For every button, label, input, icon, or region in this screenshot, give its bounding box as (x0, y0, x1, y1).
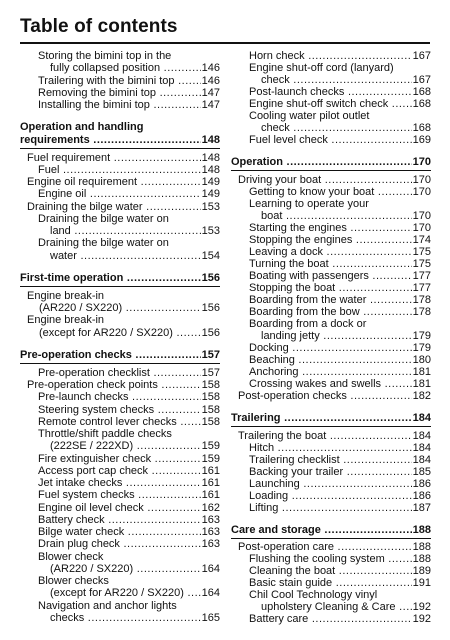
toc-entry[interactable] (231, 222, 431, 234)
toc-entry-text: Boarding from the bow ..... (249, 306, 431, 318)
toc-entry-text: Post-operation checks ..... (238, 390, 431, 402)
toc-entry-text: Blower checks (38, 575, 109, 588)
toc-entry[interactable] (231, 390, 431, 402)
toc-entry-text: Care and storage ..... (231, 524, 431, 536)
toc-entry[interactable] (231, 134, 431, 146)
toc-entry-text: Pre-operation check points ..... (27, 379, 220, 391)
toc-page-number: 175 (412, 245, 431, 258)
toc-entry[interactable] (231, 282, 431, 294)
toc-entry-text: Fuel system checks ..... (38, 489, 220, 501)
toc-entry-text: Storing the bimini top in the (38, 50, 172, 62)
toc-entry-text: land ..... (38, 225, 220, 237)
toc-entry-text: Boarding from a dock or (249, 317, 367, 330)
toc-page-number: 186 (412, 489, 431, 502)
toc-entry-text: upholstery Cleaning & Care ..... (249, 601, 431, 613)
toc-entry[interactable] (20, 99, 220, 111)
toc-entry[interactable] (20, 237, 220, 262)
toc-entry-text: Driving your boat ..... (238, 174, 431, 186)
toc-entry[interactable] (20, 75, 220, 87)
toc-entry-text: Getting to know your boat ..... (249, 186, 431, 198)
toc-entry-text: Chil Cool Technology vinyl (249, 589, 378, 602)
toc-entry[interactable] (231, 198, 431, 222)
toc-page-number: 159 (201, 440, 220, 453)
toc-entry-text: (AR220 / SX220) ..... (27, 302, 220, 314)
section-divider (231, 538, 431, 539)
toc-page-number: 178 (412, 293, 431, 306)
toc-page-number: 167 (412, 74, 431, 86)
toc-section-entry[interactable] (20, 349, 220, 361)
toc-page-number: 170 (412, 156, 431, 168)
toc-entry-text: Blower check (38, 550, 104, 563)
toc-page-number: 148 (201, 151, 220, 164)
toc-entry[interactable] (231, 174, 431, 186)
toc-page-number: 170 (412, 209, 431, 222)
section-divider (231, 170, 431, 171)
toc-entry[interactable] (231, 110, 431, 134)
toc-section-entry[interactable] (20, 121, 220, 146)
toc-page-number: 189 (412, 565, 431, 578)
toc-page-number: 185 (412, 465, 431, 478)
toc-entry[interactable] (20, 526, 220, 538)
toc-page-number: 148 (201, 163, 220, 176)
toc-entry-text: Boarding from the water ..... (249, 294, 431, 306)
toc-page-number: 164 (201, 587, 220, 600)
toc-entry-text: Engine oil ..... (38, 188, 220, 200)
toc-entry-text: water ..... (38, 250, 220, 262)
toc-column-right (231, 50, 431, 625)
toc-entry-text: Access port cap check ..... (38, 465, 220, 477)
toc-page-number: 157 (201, 348, 220, 361)
toc-entry-text: check ..... (249, 74, 431, 86)
toc-page-number: 157 (201, 366, 220, 379)
toc-entry[interactable] (20, 551, 220, 576)
toc-entry-text: Lifting ..... (249, 502, 431, 514)
toc-page-number: 153 (201, 200, 220, 213)
toc-entry[interactable] (231, 613, 431, 625)
toc-entry[interactable] (231, 62, 431, 86)
toc-entry[interactable] (231, 342, 431, 354)
toc-page-number: 180 (412, 353, 431, 366)
toc-entry[interactable] (20, 477, 220, 489)
section-divider (20, 148, 220, 149)
toc-entry[interactable] (20, 428, 220, 453)
toc-entry-text: Starting the engines ..... (249, 222, 431, 234)
toc-entry-text: Cooling water pilot outlet (249, 110, 370, 122)
toc-page-number: 184 (412, 411, 431, 424)
toc-entry-text: Flushing the cooling system ..... (249, 553, 431, 565)
toc-entry-text: (except for AR220 / SX220) ..... (38, 587, 220, 599)
toc-entry[interactable] (20, 379, 220, 391)
toc-entry-text: check ..... (249, 122, 431, 134)
toc-page-number: 158 (201, 379, 220, 392)
toc-entry[interactable] (231, 378, 431, 390)
toc-entry-text: Bilge water check ..... (38, 526, 220, 538)
toc-entry[interactable] (231, 234, 431, 246)
toc-entry[interactable] (231, 490, 431, 502)
toc-page-number: 177 (412, 281, 431, 294)
toc-entry[interactable] (20, 391, 220, 403)
toc-page-number: 168 (412, 86, 431, 98)
toc-entry-text: Draining the bilge water ..... (27, 201, 220, 213)
toc-entry[interactable] (231, 577, 431, 589)
toc-page-number: 184 (412, 441, 431, 454)
toc-entry[interactable] (231, 541, 431, 553)
toc-entry[interactable] (20, 164, 220, 176)
toc-page-number: 159 (201, 452, 220, 465)
toc-page-number: 177 (412, 269, 431, 282)
toc-page-number: 178 (412, 305, 431, 318)
toc-page-number: 181 (412, 377, 431, 390)
toc-entry[interactable] (20, 453, 220, 465)
toc-entry[interactable] (20, 538, 220, 550)
toc-page-number: 158 (201, 415, 220, 428)
page-title: Table of contents (20, 16, 178, 37)
toc-page-number: 187 (412, 501, 431, 514)
toc-page-number: 174 (412, 233, 431, 246)
toc-page-number: 175 (412, 257, 431, 270)
toc-entry[interactable] (20, 188, 220, 200)
toc-entry-text: Crossing wakes and swells ..... (249, 378, 431, 390)
toc-entry-text: checks ..... (38, 612, 220, 624)
toc-entry-text: Drain plug check ..... (38, 538, 220, 550)
toc-entry[interactable] (231, 442, 431, 454)
toc-entry-text: Backing your trailer ..... (249, 466, 431, 478)
toc-entry[interactable] (231, 186, 431, 198)
toc-entry-text: Battery care ..... (249, 613, 431, 625)
toc-entry-text: Throttle/shift paddle checks (38, 428, 172, 441)
toc-page-number: 154 (201, 249, 220, 262)
toc-entry-text: Trailering with the bimini top ..... (38, 75, 220, 87)
toc-section-entry[interactable] (231, 412, 431, 424)
toc-entry[interactable] (231, 50, 431, 62)
toc-page-number: 186 (412, 477, 431, 490)
toc-page-number: 158 (201, 391, 220, 404)
toc-entry[interactable] (20, 314, 220, 339)
toc-entry-text: Installing the bimini top ..... (38, 99, 220, 111)
toc-page-number: 179 (412, 329, 431, 342)
toc-entry[interactable] (231, 270, 431, 282)
toc-entry-text: Removing the bimini top ..... (38, 87, 220, 99)
toc-entry-text: Pre-operation checks ..... (20, 349, 220, 361)
toc-entry[interactable] (231, 306, 431, 318)
toc-entry-text: Engine oil level check ..... (38, 502, 220, 514)
toc-entry-text: Loading ..... (249, 490, 431, 502)
toc-page-number: 146 (201, 74, 220, 87)
toc-entry[interactable] (231, 565, 431, 577)
toc-entry-text: Engine oil requirement ..... (27, 176, 220, 188)
toc-entry-text: Fuel ..... (38, 164, 220, 176)
toc-page-number: 153 (201, 225, 220, 238)
toc-entry[interactable] (231, 466, 431, 478)
toc-entry-text: (except for AR220 / SX220) ..... (27, 327, 220, 339)
toc-entry-text: Draining the bilge water on (38, 212, 169, 225)
toc-entry-text: Hitch ..... (249, 442, 431, 454)
toc-entry-text: Docking ..... (249, 342, 431, 354)
toc-page-number: 156 (201, 271, 220, 284)
toc-entry[interactable] (20, 213, 220, 238)
toc-entry[interactable] (20, 404, 220, 416)
toc-entry-text: Post-launch checks ..... (249, 86, 431, 98)
toc-entry-text: Navigation and anchor lights (38, 599, 177, 612)
toc-entry[interactable] (20, 514, 220, 526)
section-divider (20, 286, 220, 287)
toc-section-entry[interactable] (20, 272, 220, 284)
toc-entry-text: Anchoring ..... (249, 366, 431, 378)
toc-page-number: 162 (201, 501, 220, 514)
toc-entry[interactable] (231, 553, 431, 565)
section-divider (231, 426, 431, 427)
toc-entry[interactable] (231, 430, 431, 442)
toc-page-number: 158 (201, 403, 220, 416)
toc-entry-text: Engine break-in (27, 289, 105, 302)
toc-entry-text: (AR220 / SX220) ..... (38, 563, 220, 575)
toc-page-number: 184 (412, 453, 431, 466)
toc-entry-text: Draining the bilge water on (38, 237, 169, 250)
toc-entry[interactable] (20, 367, 220, 379)
title-divider (20, 42, 430, 44)
toc-entry-text: Fuel requirement ..... (27, 152, 220, 164)
toc-entry[interactable] (231, 294, 431, 306)
toc-page-number: 149 (201, 176, 220, 189)
toc-entry-text: Steering system checks ..... (38, 404, 220, 416)
toc-page-number: 188 (412, 553, 431, 566)
toc-page-number: 188 (412, 523, 431, 536)
toc-entry-text: Engine break-in (27, 314, 105, 327)
toc-page-number: 148 (201, 133, 220, 146)
toc-page-number: 163 (201, 526, 220, 539)
toc-page-number: 161 (201, 489, 220, 502)
toc-entry[interactable] (231, 354, 431, 366)
toc-page-number: 147 (201, 86, 220, 99)
toc-page-number: 161 (201, 477, 220, 490)
toc-entry-text: landing jetty ..... (249, 330, 431, 342)
toc-page-number: 191 (412, 577, 431, 590)
toc-entry[interactable] (20, 152, 220, 164)
toc-page-number: 182 (412, 389, 431, 402)
toc-entry[interactable] (20, 502, 220, 514)
toc-entry-text: Launching ..... (249, 478, 431, 490)
toc-entry[interactable] (20, 416, 220, 428)
toc-entry-text: Fuel level check ..... (249, 134, 431, 146)
toc-page-number: 181 (412, 365, 431, 378)
toc-entry[interactable] (20, 201, 220, 213)
toc-entry-text: Trailering checklist ..... (249, 454, 431, 466)
toc-entry-text: Trailering ..... (231, 412, 431, 424)
toc-page-number: 179 (412, 341, 431, 354)
toc-entry[interactable] (20, 575, 220, 600)
toc-entry[interactable] (231, 258, 431, 270)
toc-entry-text: Fire extinguisher check ..... (38, 453, 220, 465)
toc-entry-text: Boating with passengers ..... (249, 270, 431, 282)
toc-page-number: 165 (201, 611, 220, 624)
toc-page-number: 170 (412, 185, 431, 198)
toc-entry[interactable] (231, 366, 431, 378)
toc-entry[interactable] (20, 87, 220, 99)
toc-page-number: 192 (412, 601, 431, 614)
toc-entry-text: Pre-launch checks ..... (38, 391, 220, 403)
toc-entry[interactable] (231, 454, 431, 466)
toc-page-number: 156 (201, 326, 220, 339)
toc-entry-text: Turning the boat ..... (249, 258, 431, 270)
toc-entry-text: Stopping the engines ..... (249, 234, 431, 246)
toc-page-number: 156 (201, 302, 220, 315)
toc-entry[interactable] (20, 176, 220, 188)
toc-entry[interactable] (231, 478, 431, 490)
section-divider (20, 363, 220, 364)
toc-entry-text: requirements ..... (20, 134, 220, 146)
toc-entry[interactable] (231, 98, 431, 110)
toc-page-number: 188 (412, 541, 431, 554)
toc-page-number: 184 (412, 429, 431, 442)
toc-entry-text: Post-operation care ..... (238, 541, 431, 553)
toc-section-entry[interactable] (231, 156, 431, 168)
toc-entry[interactable] (231, 589, 431, 613)
toc-page-number: 192 (412, 613, 431, 626)
toc-column-left (20, 50, 220, 624)
toc-page-number: 169 (412, 134, 431, 146)
toc-page-number: 163 (201, 538, 220, 551)
toc-entry[interactable] (231, 318, 431, 342)
toc-entry[interactable] (231, 246, 431, 258)
toc-entry-text: First-time operation ..... (20, 272, 220, 284)
toc-page-number: 168 (412, 122, 431, 134)
toc-entry-text: Jet intake checks ..... (38, 477, 220, 489)
toc-entry[interactable] (20, 465, 220, 477)
toc-entry-text: boat ..... (249, 210, 431, 222)
toc-page-number: 170 (412, 221, 431, 234)
toc-entry-text: fully collapsed position ..... (38, 62, 220, 74)
toc-entry-text: Beaching ..... (249, 354, 431, 366)
toc-entry[interactable] (20, 50, 220, 75)
toc-page-number: 161 (201, 464, 220, 477)
toc-page-number: 163 (201, 513, 220, 526)
toc-entry[interactable] (20, 600, 220, 625)
toc-page-number: 147 (201, 99, 220, 111)
toc-entry-text: Horn check ..... (249, 50, 431, 62)
toc-entry[interactable] (20, 489, 220, 501)
toc-entry-text: (222SE / 222XD) ..... (38, 440, 220, 452)
toc-entry-text: Stopping the boat ..... (249, 282, 431, 294)
toc-entry[interactable] (231, 502, 431, 514)
toc-section-entry[interactable] (231, 524, 431, 536)
toc-entry-text: Operation and handling (20, 121, 144, 134)
toc-page-number: 164 (201, 562, 220, 575)
toc-entry[interactable] (20, 290, 220, 315)
toc-entry-text: Pre-operation checklist ..... (38, 367, 220, 379)
toc-entry-text: Engine shut-off switch check ..... (249, 98, 431, 110)
toc-entry-text: Trailering the boat ..... (238, 430, 431, 442)
toc-page-number: 167 (412, 50, 431, 62)
toc-page-number: 149 (201, 188, 220, 201)
toc-entry-text: Basic stain guide ..... (249, 577, 431, 589)
toc-entry-text: Engine shut-off cord (lanyard) (249, 62, 394, 74)
toc-entry-text: Battery check ..... (38, 514, 220, 526)
toc-page-number: 168 (412, 98, 431, 110)
toc-page-number: 146 (201, 62, 220, 75)
toc-entry-text: Cleaning the boat ..... (249, 565, 431, 577)
toc-entry-text: Learning to operate your (249, 197, 369, 210)
toc-entry-text: Leaving a dock ..... (249, 246, 431, 258)
toc-entry-text: Operation ..... (231, 156, 431, 168)
toc-entry[interactable] (231, 86, 431, 98)
toc-page-number: 170 (412, 173, 431, 186)
toc-entry-text: Remote control lever checks ..... (38, 416, 220, 428)
